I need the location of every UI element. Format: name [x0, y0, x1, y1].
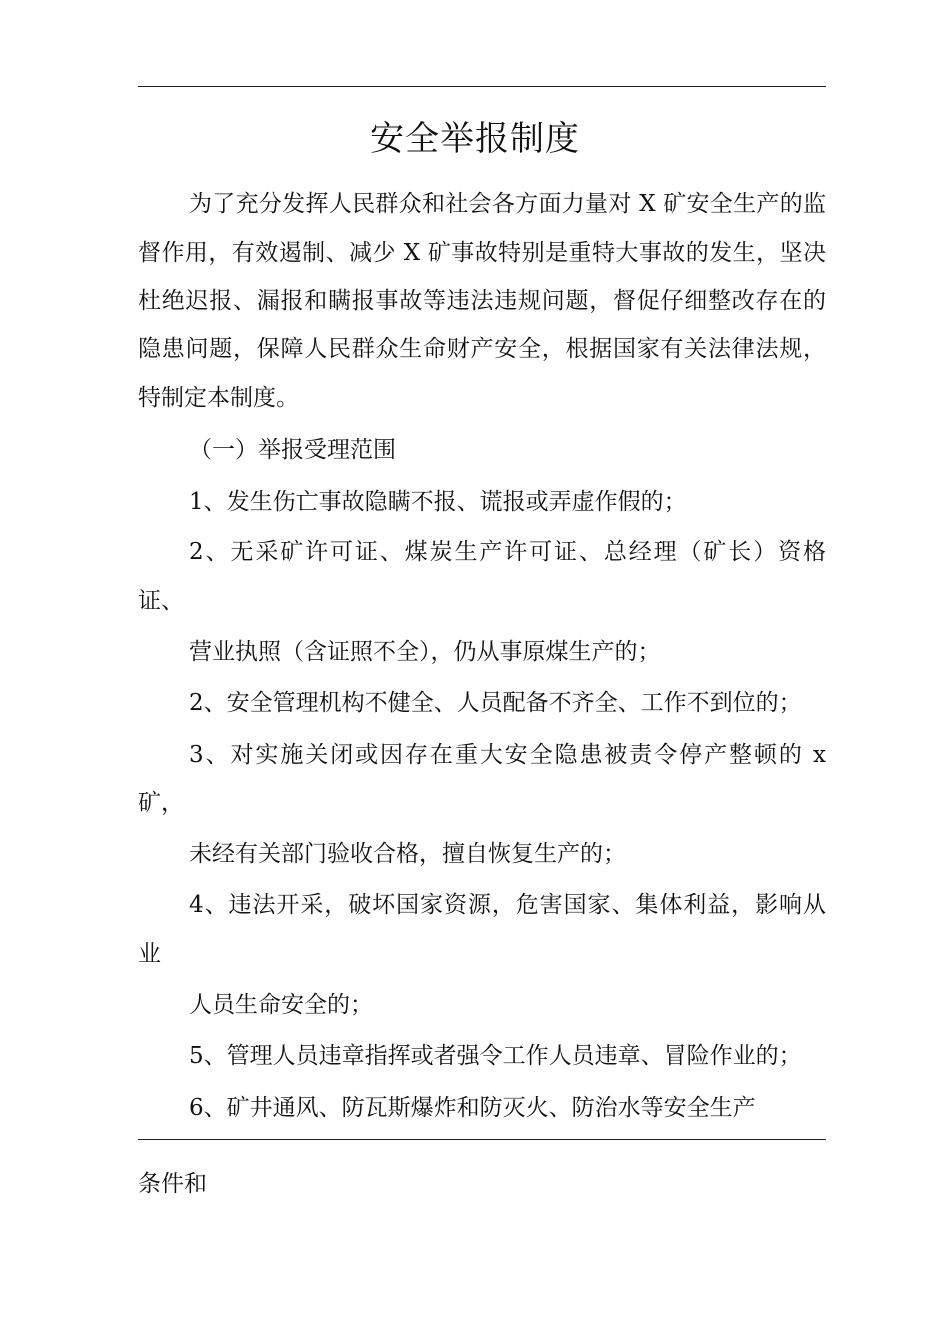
list-item-6: 5、管理人员违章指挥或者强令工作人员违章、冒险作业的；	[189, 1043, 802, 1069]
list-item-2-line-1: 2、无采矿许可证、煤炭生产许可证、总经理（矿长）资格	[189, 539, 826, 565]
page-title: 安全举报制度	[370, 119, 580, 159]
intro-line-3: 杜绝迟报、漏报和瞒报事故等违法违规问题，督促仔细整改存在的	[138, 288, 826, 314]
list-item-4-line-2: 矿，	[138, 790, 184, 816]
list-item-4-line-3: 未经有关部门验收合格，擅自恢复生产的；	[189, 841, 626, 867]
list-item-5-line-1: 4、违法开采，破坏国家资源，危害国家、集体利益，影响从	[189, 892, 826, 918]
list-item-3: 2、安全管理机构不健全、人员配备不齐全、工作不到位的；	[189, 690, 802, 716]
header-rule	[138, 86, 826, 87]
continuation-text: 条件和	[138, 1171, 207, 1197]
intro-line-2: 督作用，有效遏制、减少 X 矿事故特别是重特大事故的发生，坚决	[138, 240, 826, 266]
footer-rule	[138, 1139, 826, 1140]
list-item-5-line-3: 人员生命安全的；	[189, 992, 373, 1018]
intro-line-4: 隐患问题，保障人民群众生命财产安全，根据国家有关法律法规，	[138, 336, 826, 362]
list-item-4-line-1: 3、对实施关闭或因存在重大安全隐患被责令停产整顿的 x	[189, 742, 826, 768]
intro-line-1: 为了充分发挥人民群众和社会各方面力量对 X 矿安全生产的监	[189, 191, 826, 217]
list-item-2-line-3: 营业执照（含证照不全），仍从事原煤生产的；	[189, 639, 661, 665]
list-item-2-line-2: 证、	[138, 588, 184, 614]
list-item-7: 6、矿井通风、防瓦斯爆炸和防灭火、防治水等安全生产	[189, 1095, 756, 1121]
list-item-1: 1、发生伤亡事故隐瞒不报、谎报或弄虚作假的；	[189, 489, 687, 515]
list-item-5-line-2: 业	[138, 941, 161, 967]
section-heading: （一）举报受理范围	[189, 437, 396, 463]
intro-line-5: 特制定本制度。	[138, 385, 299, 411]
